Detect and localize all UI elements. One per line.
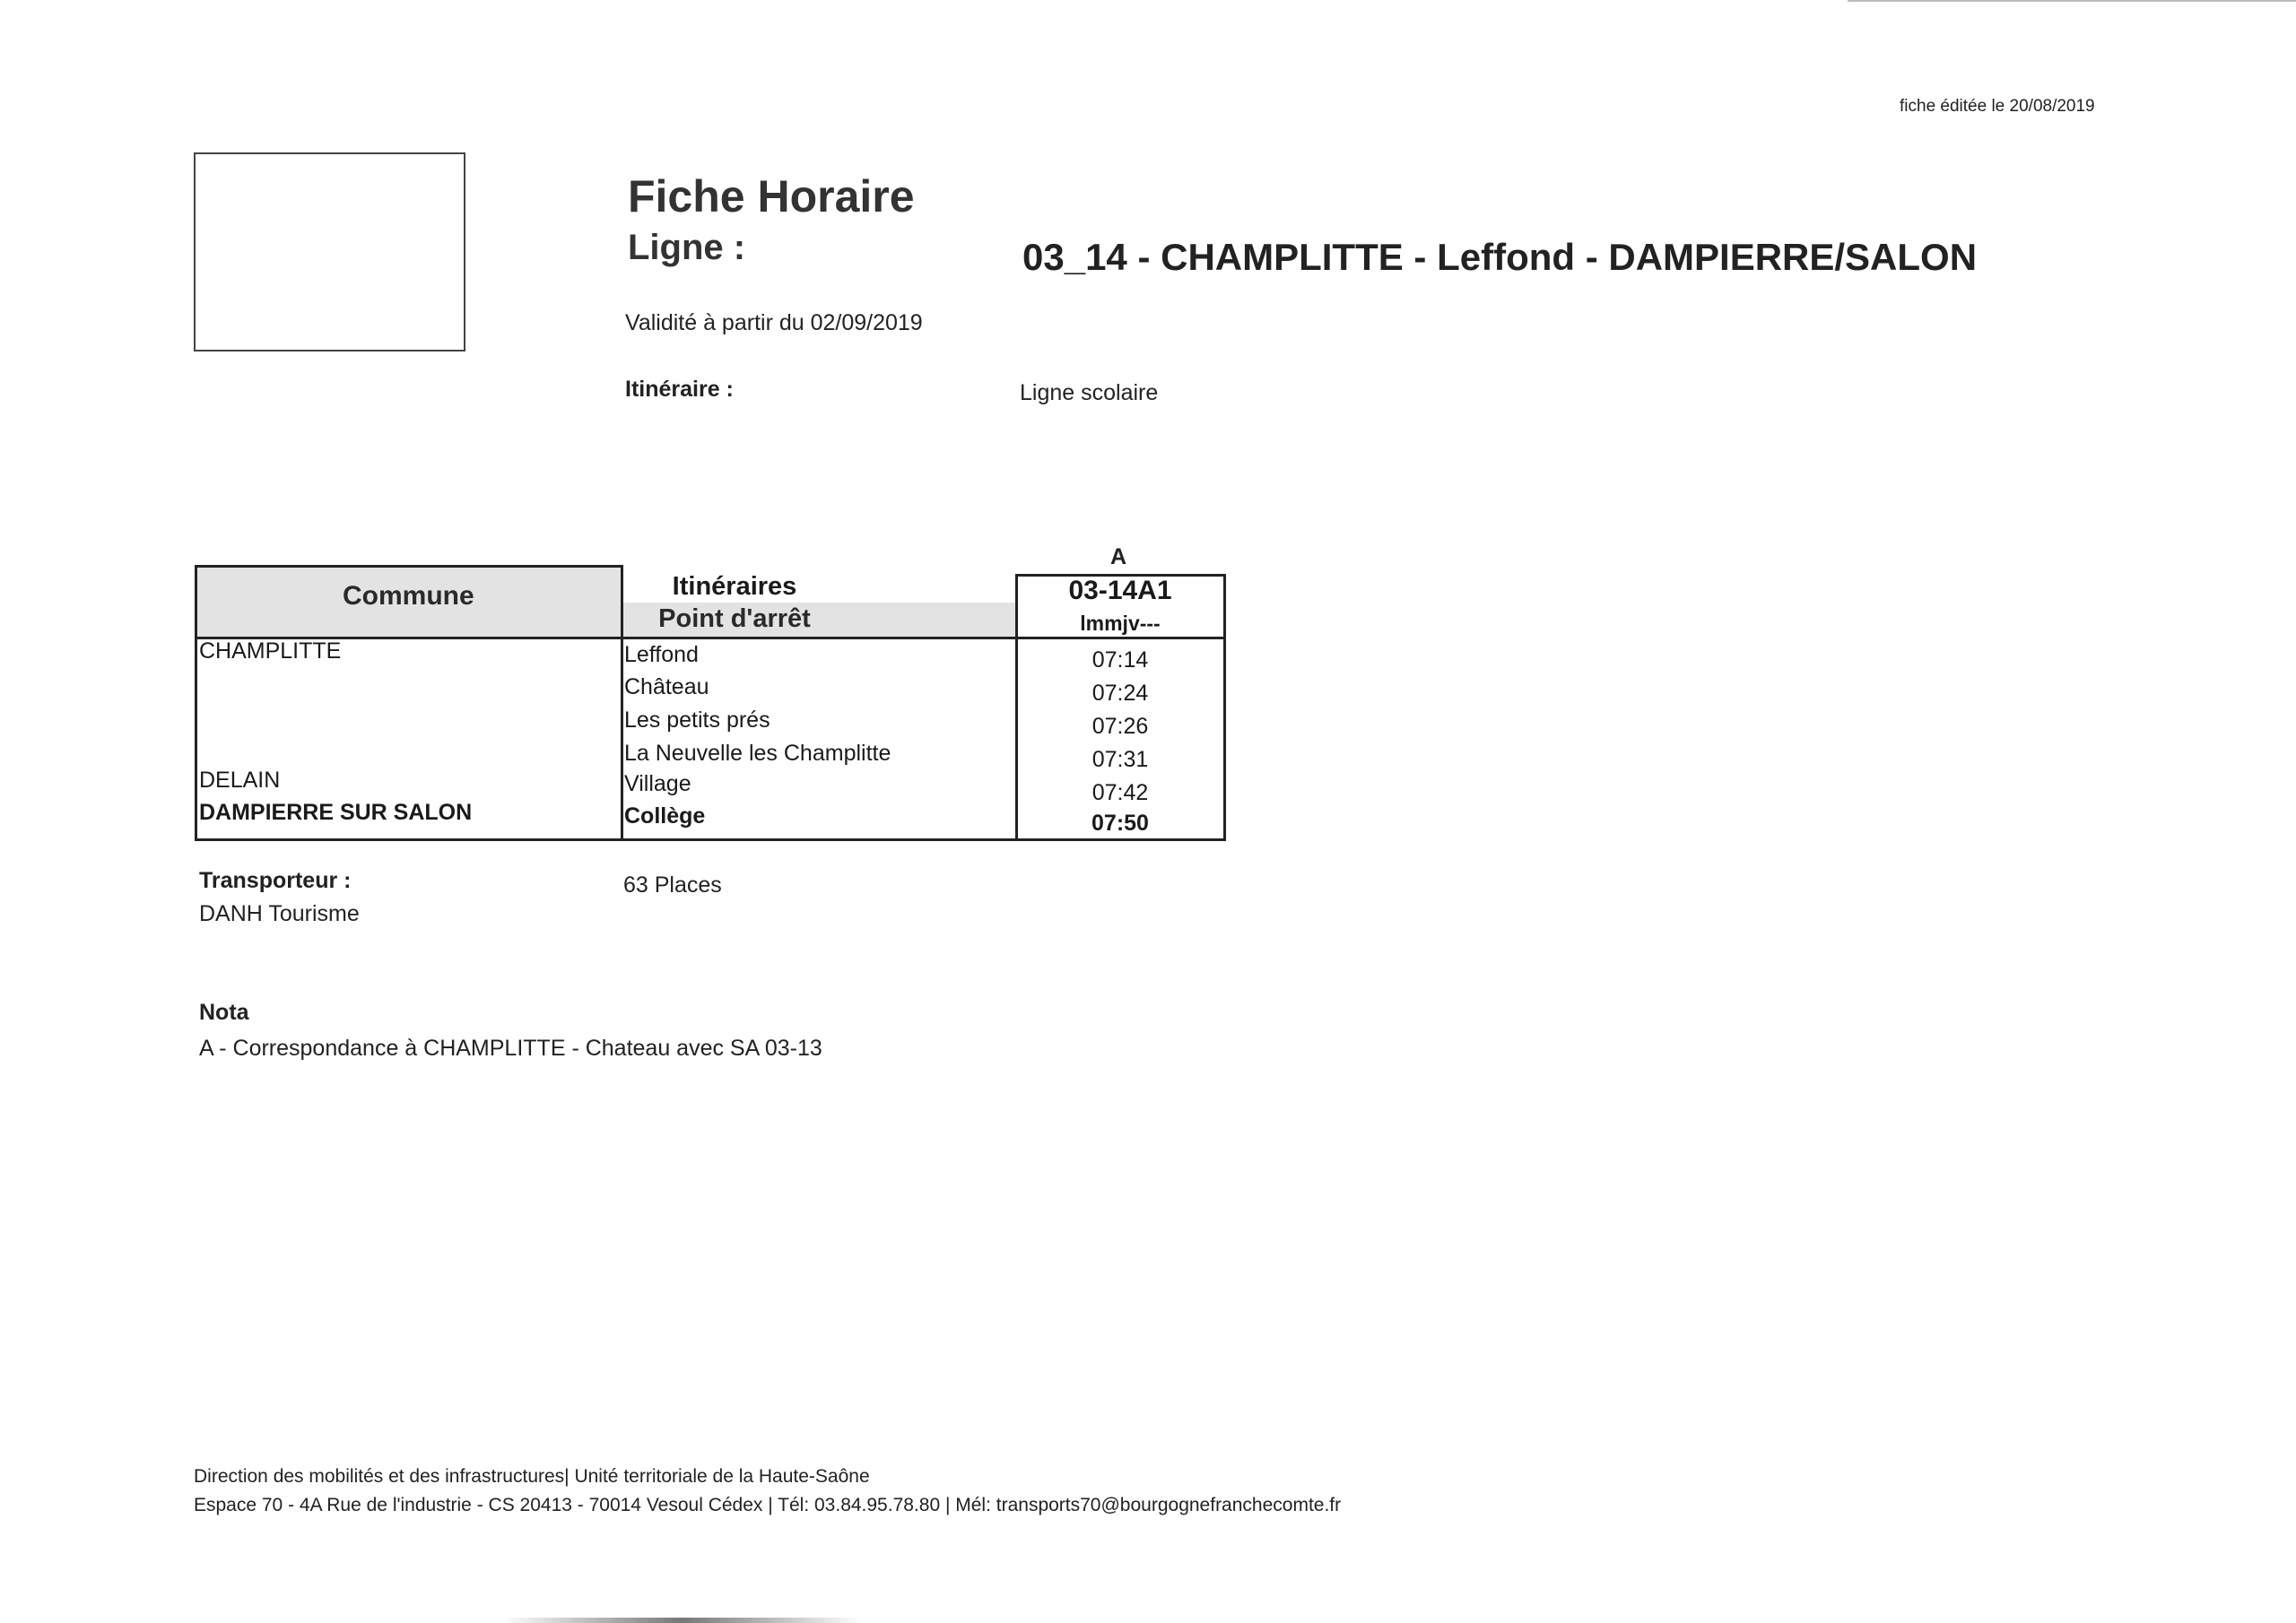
itineraries-column-header: Itinéraires [672, 572, 797, 601]
page-title: Fiche Horaire [628, 171, 915, 221]
row-stop: Château [624, 674, 709, 699]
table-border-right [1223, 574, 1226, 841]
row-commune: DELAIN [199, 768, 281, 793]
scan-edge [1848, 0, 2296, 2]
carrier-label: Transporteur : [199, 868, 352, 893]
table-border-top [195, 565, 621, 568]
logo-placeholder [194, 152, 465, 352]
footer-contact: Espace 70 - 4A Rue de l'industrie - CS 20413 - 70014 Vesoul Cédex | Tél: 03.84.95.78.80 | Mél: transports70@bourgognefranchecomte.fr [194, 1495, 1342, 1515]
row-stop: Leffond [624, 642, 699, 667]
validity-date: Validité à partir du 02/09/2019 [625, 310, 923, 335]
line-name: 03_14 - CHAMPLITTE - Leffond - DAMPIERRE/SALON [1022, 236, 1978, 278]
row-stop: Collège [624, 803, 706, 829]
carrier-name: DANH Tourisme [199, 901, 360, 926]
row-time: 07:14 [1091, 647, 1149, 673]
row-stop: La Neuvelle les Champlitte [624, 741, 891, 766]
line-label: Ligne : [628, 228, 746, 267]
row-commune: DAMPIERRE SUR SALON [199, 800, 473, 825]
nota-text: A - Correspondance à CHAMPLITTE - Chateau avec SA 03-13 [199, 1036, 822, 1061]
timetable [195, 565, 1226, 841]
row-stop: Village [624, 771, 691, 796]
table-border-left [195, 565, 197, 841]
row-time: 07:50 [1091, 811, 1149, 836]
row-time: 07:31 [1091, 747, 1149, 772]
row-time: 07:26 [1091, 714, 1149, 739]
table-border-bottom [195, 838, 1226, 841]
course-code-header: 03-14A1 [1068, 576, 1172, 605]
stop-column-header: Point d'arrêt [658, 604, 811, 633]
row-time: 07:24 [1091, 681, 1149, 706]
scan-edge [502, 1618, 861, 1623]
itinerary-value: Ligne scolaire [1020, 380, 1159, 405]
footer-department: Direction des mobilités et des infrastructures| Unité territoriale de la Haute-Saône [194, 1466, 870, 1487]
itinerary-label: Itinéraire : [625, 377, 734, 402]
header-divider [195, 637, 1226, 639]
course-days-header: lmmjv--- [1080, 612, 1161, 635]
row-commune: CHAMPLITTE [199, 638, 342, 664]
seat-count: 63 Places [623, 872, 722, 898]
nota-label: Nota [199, 1000, 249, 1025]
course-letter: A [1110, 544, 1127, 569]
edition-date: fiche éditée le 20/08/2019 [1900, 97, 2095, 116]
row-stop: Les petits prés [624, 707, 770, 733]
commune-column-header: Commune [343, 581, 474, 611]
row-time: 07:42 [1091, 780, 1149, 805]
